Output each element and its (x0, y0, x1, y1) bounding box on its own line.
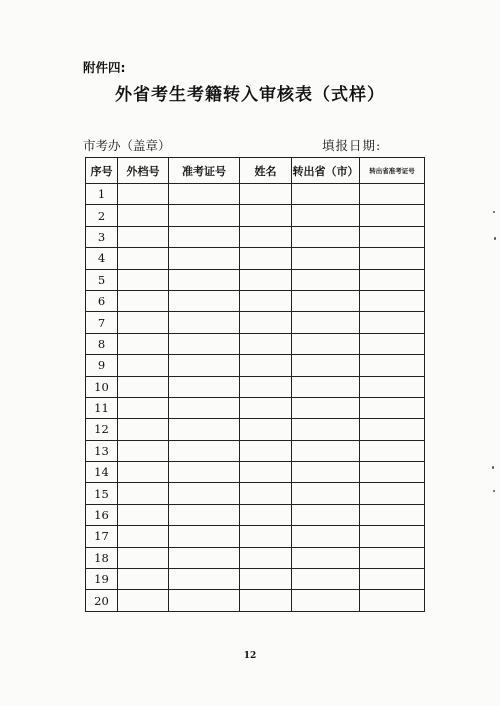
header-source-admission-no: 转出省准考证号 (360, 158, 425, 184)
blank-cell (118, 504, 169, 525)
blank-cell (240, 376, 292, 397)
row-number: 5 (86, 269, 118, 290)
blank-cell (360, 312, 425, 333)
blank-cell (169, 290, 240, 311)
blank-cell (118, 376, 169, 397)
blank-cell (360, 269, 425, 290)
blank-cell (169, 226, 240, 247)
blank-cell (118, 397, 169, 418)
blank-cell (240, 569, 292, 590)
table-row (86, 290, 425, 311)
table-row (86, 569, 425, 590)
blank-cell (240, 312, 292, 333)
table-row (86, 397, 425, 418)
blank-cell (360, 397, 425, 418)
row-number: 15 (86, 483, 118, 504)
table-row (86, 419, 425, 440)
blank-cell (292, 184, 360, 205)
office-seal-label: 市考办（盖章） (83, 138, 171, 153)
row-number: 18 (86, 547, 118, 568)
blank-cell (360, 569, 425, 590)
page-number: 12 (243, 651, 257, 661)
blank-cell (360, 184, 425, 205)
table-header-row (86, 158, 425, 184)
blank-cell (360, 547, 425, 568)
blank-cell (292, 333, 360, 354)
row-number: 13 (86, 440, 118, 461)
blank-cell (169, 184, 240, 205)
blank-cell (292, 590, 360, 611)
blank-cell (292, 248, 360, 269)
blank-cell (169, 590, 240, 611)
blank-cell (118, 248, 169, 269)
annex-label: 附件四: (83, 60, 126, 75)
blank-cell (118, 483, 169, 504)
blank-cell (240, 355, 292, 376)
header-source-province: 转出省（市） (292, 158, 360, 184)
blank-cell (360, 248, 425, 269)
blank-cell (292, 569, 360, 590)
blank-cell (360, 526, 425, 547)
row-number: 7 (86, 312, 118, 333)
row-number: 8 (86, 333, 118, 354)
blank-cell (292, 226, 360, 247)
blank-cell (118, 226, 169, 247)
blank-cell (240, 226, 292, 247)
header-admission-no: 准考证号 (169, 158, 240, 184)
table-row (86, 248, 425, 269)
blank-cell (240, 526, 292, 547)
blank-cell (169, 355, 240, 376)
row-number: 2 (86, 205, 118, 226)
table-row (86, 269, 425, 290)
scan-speck (493, 211, 495, 213)
table-row (86, 355, 425, 376)
row-number: 1 (86, 184, 118, 205)
blank-cell (169, 483, 240, 504)
header-seq: 序号 (86, 158, 118, 184)
table-row (86, 590, 425, 611)
blank-cell (118, 419, 169, 440)
blank-cell (240, 590, 292, 611)
blank-cell (292, 355, 360, 376)
table-row (86, 376, 425, 397)
blank-cell (169, 397, 240, 418)
document-title: 外省考生考籍转入审核表（式样） (115, 85, 385, 105)
blank-cell (240, 397, 292, 418)
blank-cell (292, 462, 360, 483)
transfer-review-table (85, 157, 425, 612)
blank-cell (292, 526, 360, 547)
blank-cell (240, 440, 292, 461)
blank-cell (169, 419, 240, 440)
blank-cell (360, 376, 425, 397)
row-number: 20 (86, 590, 118, 611)
row-number: 4 (86, 248, 118, 269)
blank-cell (360, 290, 425, 311)
blank-cell (169, 504, 240, 525)
blank-cell (169, 269, 240, 290)
row-number: 17 (86, 526, 118, 547)
table-row (86, 205, 425, 226)
header-name: 姓名 (240, 158, 292, 184)
table-row (86, 483, 425, 504)
blank-cell (240, 504, 292, 525)
blank-cell (118, 569, 169, 590)
blank-cell (169, 333, 240, 354)
blank-cell (118, 590, 169, 611)
blank-cell (169, 462, 240, 483)
fill-date-label: 填报日期: (322, 138, 382, 153)
blank-cell (360, 462, 425, 483)
blank-cell (240, 462, 292, 483)
blank-cell (360, 483, 425, 504)
blank-cell (118, 440, 169, 461)
blank-cell (169, 312, 240, 333)
table-row (86, 184, 425, 205)
blank-cell (360, 355, 425, 376)
scan-speck (494, 237, 496, 240)
blank-cell (240, 248, 292, 269)
blank-cell (292, 419, 360, 440)
blank-cell (292, 205, 360, 226)
header-file-no: 外档号 (118, 158, 169, 184)
row-number: 16 (86, 504, 118, 525)
table-row (86, 333, 425, 354)
blank-cell (240, 290, 292, 311)
blank-cell (169, 569, 240, 590)
blank-cell (292, 483, 360, 504)
blank-cell (118, 205, 169, 226)
blank-cell (292, 312, 360, 333)
blank-cell (240, 483, 292, 504)
blank-cell (169, 205, 240, 226)
blank-cell (169, 440, 240, 461)
row-number: 11 (86, 397, 118, 418)
table-body (86, 184, 425, 612)
blank-cell (360, 504, 425, 525)
blank-cell (240, 333, 292, 354)
blank-cell (118, 290, 169, 311)
blank-cell (360, 440, 425, 461)
blank-cell (118, 526, 169, 547)
blank-cell (118, 333, 169, 354)
row-number: 10 (86, 376, 118, 397)
row-number: 6 (86, 290, 118, 311)
row-number: 14 (86, 462, 118, 483)
blank-cell (360, 590, 425, 611)
row-number: 12 (86, 419, 118, 440)
blank-cell (292, 440, 360, 461)
blank-cell (292, 397, 360, 418)
table-row (86, 547, 425, 568)
blank-cell (169, 526, 240, 547)
table-row (86, 312, 425, 333)
table-row (86, 440, 425, 461)
blank-cell (292, 290, 360, 311)
scan-speck (493, 490, 495, 492)
blank-cell (118, 184, 169, 205)
blank-cell (118, 269, 169, 290)
blank-cell (240, 269, 292, 290)
row-number: 3 (86, 226, 118, 247)
blank-cell (240, 419, 292, 440)
table-row (86, 526, 425, 547)
blank-cell (240, 547, 292, 568)
blank-cell (360, 226, 425, 247)
table-row (86, 504, 425, 525)
blank-cell (169, 547, 240, 568)
blank-cell (240, 184, 292, 205)
blank-cell (292, 504, 360, 525)
blank-cell (118, 547, 169, 568)
blank-cell (118, 462, 169, 483)
blank-cell (360, 333, 425, 354)
blank-cell (292, 376, 360, 397)
blank-cell (169, 248, 240, 269)
blank-cell (360, 419, 425, 440)
blank-cell (292, 547, 360, 568)
scan-speck (492, 466, 494, 469)
blank-cell (118, 355, 169, 376)
blank-cell (240, 205, 292, 226)
blank-cell (169, 376, 240, 397)
blank-cell (360, 205, 425, 226)
blank-cell (118, 312, 169, 333)
row-number: 19 (86, 569, 118, 590)
row-number: 9 (86, 355, 118, 376)
table-row (86, 462, 425, 483)
blank-cell (292, 269, 360, 290)
table-row (86, 226, 425, 247)
